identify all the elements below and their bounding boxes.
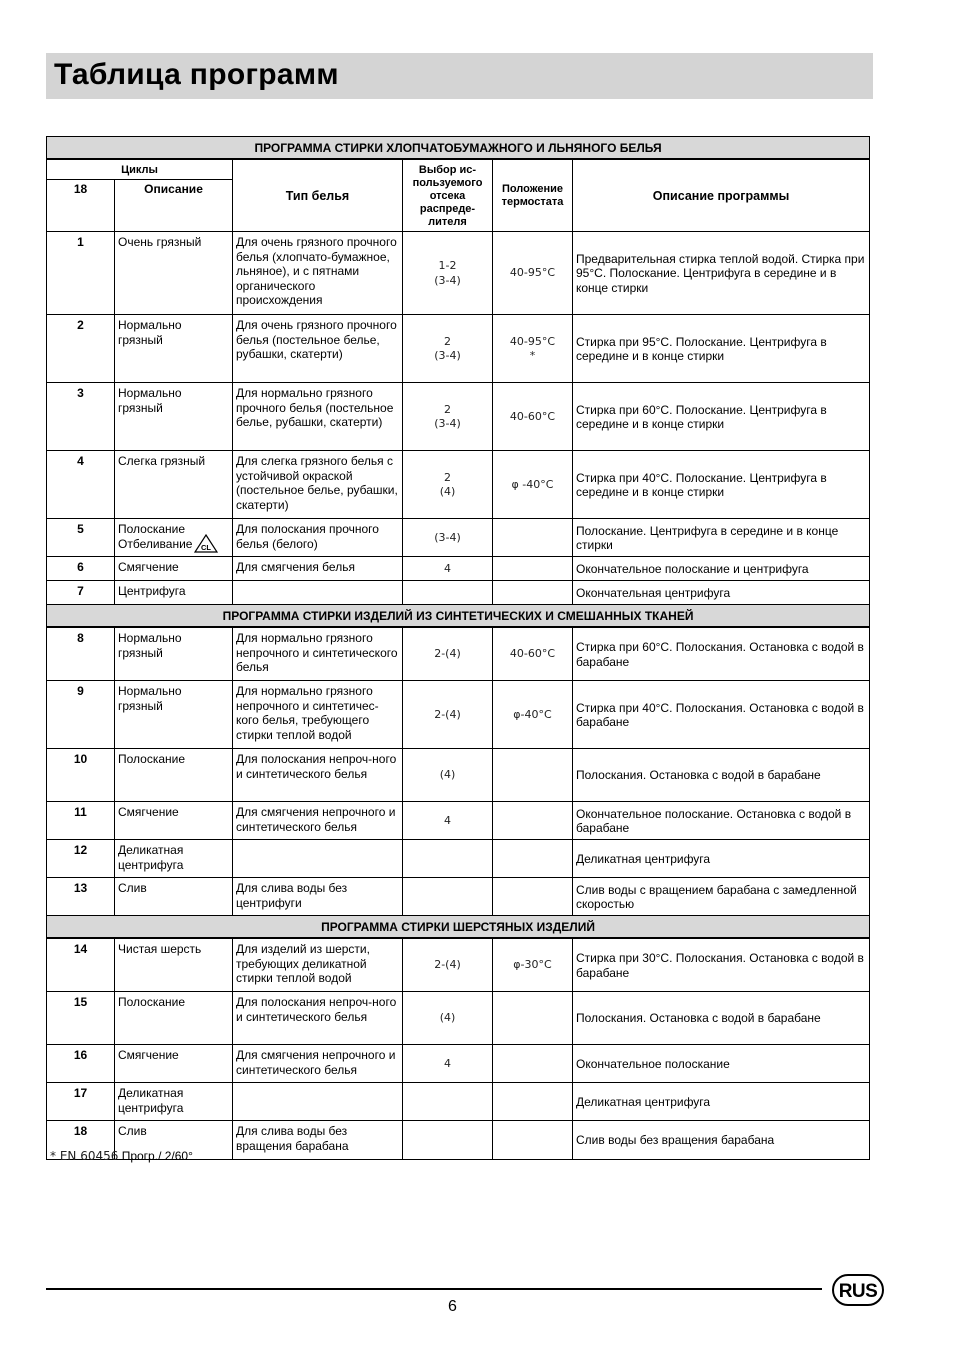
thermostat — [493, 581, 573, 605]
laundry-type: Для полоскания непроч-ного и синтетического белья — [233, 992, 403, 1045]
cycle-name — [115, 802, 233, 840]
table-row — [47, 992, 870, 1045]
laundry-type: Для смягчения белья — [233, 557, 403, 581]
cycle-name — [115, 840, 233, 878]
cycle-name — [115, 451, 233, 519]
header-cycles: Циклы — [47, 159, 233, 180]
thermostat: 40-60°C — [493, 383, 573, 451]
cycle-number: 8 — [47, 627, 115, 681]
cycle-number: 4 — [47, 451, 115, 519]
cycle-number: 6 — [47, 557, 115, 581]
table-row — [47, 878, 870, 916]
footer-divider — [46, 1288, 822, 1290]
header-program-desc: Описание программы — [573, 159, 870, 232]
laundry-type: Для смягчения непрочного и синтетического белья — [233, 802, 403, 840]
table-row — [47, 232, 870, 315]
cycle-name-text: Слегка грязный — [118, 454, 206, 468]
section-header-row — [47, 605, 870, 628]
program-description: Предварительная стирка теплой водой. Стирка при 95°С. Полоскание. Центрифуга в середине и в конце стирки — [573, 232, 870, 315]
table-row — [47, 1083, 870, 1121]
title-bar — [46, 53, 873, 99]
laundry-type: Для слегка грязного белья с устойчивой окраской (постельное белье, рубашки, скатерти) — [233, 451, 403, 519]
cycle-name-text: Смягчение — [118, 805, 179, 819]
cycle-number: 3 — [47, 383, 115, 451]
table-row — [47, 519, 870, 557]
table-row — [47, 581, 870, 605]
laundry-type: Для смягчения непрочного и синтетического белья — [233, 1045, 403, 1083]
table-row — [47, 802, 870, 840]
compartment: (3-4) — [403, 519, 493, 557]
cycle-number: 17 — [47, 1083, 115, 1121]
header-type: Тип белья — [233, 159, 403, 232]
cycle-number: 13 — [47, 878, 115, 916]
cycle-name — [115, 519, 233, 557]
cycle-name-text: Чистая шерсть — [118, 942, 202, 956]
program-description: Окончательная центрифуга — [573, 581, 870, 605]
cycle-name-text: Полоскание — [118, 752, 186, 766]
program-description: Полоскание. Центрифуга в середине и в конце стирки — [573, 519, 870, 557]
table-row — [47, 749, 870, 802]
thermostat — [493, 1121, 573, 1160]
table-row — [47, 840, 870, 878]
cycle-name-text: Нормально грязный — [118, 386, 182, 415]
compartment — [403, 581, 493, 605]
thermostat — [493, 749, 573, 802]
table-row — [47, 627, 870, 681]
laundry-type — [233, 1083, 403, 1121]
laundry-type: Для полоскания прочного белья (белого) — [233, 519, 403, 557]
program-description: Окончательное полоскание и центрифуга — [573, 557, 870, 581]
cycle-number: 14 — [47, 938, 115, 992]
section-title: ПРОГРАММА СТИРКИ ХЛОПЧАТОБУМАЖНОГО И ЛЬНЯНОГО БЕЛЬЯ — [47, 137, 870, 160]
laundry-type: Для слива воды без центрифуги — [233, 878, 403, 916]
cycle-number: 11 — [47, 802, 115, 840]
footnote — [50, 1149, 193, 1163]
cycle-number: 5 — [47, 519, 115, 557]
laundry-type: Для очень грязного прочного белья (постельное белье, рубашки, скатерти) — [233, 315, 403, 383]
cycle-name — [115, 938, 233, 992]
laundry-type: Для изделий из шерсти, требующих деликатной стирки теплой водой — [233, 938, 403, 992]
laundry-type: Для полоскания непроч-ного и синтетического белья — [233, 749, 403, 802]
cycle-name — [115, 581, 233, 605]
compartment — [403, 878, 493, 916]
compartment: 4 — [403, 557, 493, 581]
cl-bleach-icon — [194, 537, 216, 551]
svg-text:CL: CL — [201, 543, 212, 553]
laundry-type: Для нормально грязного прочного белья (постельное белье, рубашки, скатерти) — [233, 383, 403, 451]
laundry-type: Для очень грязного прочного белья (хлопчато-бумажное, льняное), и с пятнами органического происхождения — [233, 232, 403, 315]
cycle-name — [115, 1083, 233, 1121]
cycle-name-text: Слив — [118, 1124, 147, 1138]
cycle-name — [115, 627, 233, 681]
page-number: 6 — [448, 1298, 457, 1315]
compartment — [403, 1121, 493, 1160]
cycle-name-text: Нормально грязный — [118, 684, 182, 713]
section-title: ПРОГРАММА СТИРКИ ИЗДЕЛИЙ ИЗ СИНТЕТИЧЕСКИХ И СМЕШАННЫХ ТКАНЕЙ — [47, 605, 870, 628]
thermostat — [493, 1045, 573, 1083]
program-description: Слив воды с вращением барабана с замедленной скоростью — [573, 878, 870, 916]
compartment: (4) — [403, 992, 493, 1045]
page-title: Таблица программ — [54, 58, 339, 91]
thermostat: 40-95°C * — [493, 315, 573, 383]
cycle-name-text: Нормально грязный — [118, 318, 182, 347]
compartment: 2-(4) — [403, 938, 493, 992]
table-row — [47, 315, 870, 383]
cycle-number: 1 — [47, 232, 115, 315]
cycle-number: 18 — [47, 1121, 115, 1160]
program-description: Деликатная центрифуга — [573, 840, 870, 878]
thermostat: 40-60°C — [493, 627, 573, 681]
cycle-name — [115, 1045, 233, 1083]
cycle-name-text: Полоскание — [118, 995, 186, 1009]
compartment — [403, 1083, 493, 1121]
cycle-name-text: Нормально грязный — [118, 631, 182, 660]
laundry-type: Для нормально грязного непрочного и синтетического белья — [233, 627, 403, 681]
language-badge: RUS — [832, 1274, 884, 1306]
program-description: Деликатная центрифуга — [573, 1083, 870, 1121]
cycle-number: 9 — [47, 681, 115, 749]
compartment: 2-(4) — [403, 627, 493, 681]
program-table — [46, 136, 870, 1160]
table-header-row — [47, 159, 870, 180]
cycle-name-text: Деликатная центрифуга — [118, 843, 184, 872]
thermostat — [493, 992, 573, 1045]
thermostat — [493, 1083, 573, 1121]
thermostat — [493, 840, 573, 878]
thermostat: φ-40°C — [493, 681, 573, 749]
cycle-number: 2 — [47, 315, 115, 383]
footnote-standard: * EN 60456 — [50, 1149, 119, 1163]
laundry-type — [233, 840, 403, 878]
footnote-program: Прогр./ 2/60° — [118, 1149, 193, 1163]
program-description: Стирка при 40°С. Полоскания. Остановка с водой в барабане — [573, 681, 870, 749]
header-desc: Описание — [115, 180, 233, 232]
program-description: Стирка при 40°С. Полоскание. Центрифуга в середине и в конце стирки — [573, 451, 870, 519]
section-header-row — [47, 137, 870, 160]
cycle-name-text: Слив — [118, 881, 147, 895]
cycle-name — [115, 383, 233, 451]
compartment: 4 — [403, 802, 493, 840]
compartment: 4 — [403, 1045, 493, 1083]
table-row — [47, 383, 870, 451]
table-row — [47, 557, 870, 581]
program-description: Окончательное полоскание — [573, 1045, 870, 1083]
compartment: 2 (4) — [403, 451, 493, 519]
cycle-number: 7 — [47, 581, 115, 605]
thermostat — [493, 878, 573, 916]
laundry-type: Для нормально грязного непрочного и синтетичес-кого белья, требующего стирки теплой водой — [233, 681, 403, 749]
thermostat: 40-95°C — [493, 232, 573, 315]
compartment — [403, 840, 493, 878]
cycle-name — [115, 232, 233, 315]
cycle-number: 15 — [47, 992, 115, 1045]
program-description: Полоскания. Остановка с водой в барабане — [573, 749, 870, 802]
cycle-name — [115, 557, 233, 581]
program-description: Окончательное полоскание. Остановка с водой в барабане — [573, 802, 870, 840]
compartment: 1-2 (3-4) — [403, 232, 493, 315]
header-num: 18 — [47, 180, 115, 232]
cycle-number: 10 — [47, 749, 115, 802]
compartment: (4) — [403, 749, 493, 802]
cycle-name — [115, 878, 233, 916]
table-row — [47, 451, 870, 519]
laundry-type — [233, 581, 403, 605]
table-row — [47, 938, 870, 992]
thermostat — [493, 557, 573, 581]
cycle-name-text: Деликатная центрифуга — [118, 1086, 184, 1115]
thermostat — [493, 802, 573, 840]
cycle-name — [115, 992, 233, 1045]
table-row — [47, 681, 870, 749]
compartment: 2-(4) — [403, 681, 493, 749]
thermostat: φ -40°C — [493, 451, 573, 519]
thermostat — [493, 519, 573, 557]
program-description: Стирка при 30°С. Полоскания. Остановка с водой в барабане — [573, 938, 870, 992]
cycle-name — [115, 681, 233, 749]
program-description: Слив воды без вращения барабана — [573, 1121, 870, 1160]
header-compartment: Выбор ис-пользуемого отсека распреде-лителя — [403, 159, 493, 232]
cycle-name-text: Смягчение — [118, 1048, 179, 1062]
table-row — [47, 1045, 870, 1083]
section-title: ПРОГРАММА СТИРКИ ШЕРСТЯНЫХ ИЗДЕЛИЙ — [47, 916, 870, 939]
program-description: Стирка при 60°С. Полоскания. Остановка с водой в барабане — [573, 627, 870, 681]
cycle-number: 12 — [47, 840, 115, 878]
thermostat: φ-30°C — [493, 938, 573, 992]
header-thermostat: Положение термостата — [493, 159, 573, 232]
cycle-name-text: Центрифуга — [118, 584, 186, 598]
cycle-number: 16 — [47, 1045, 115, 1083]
program-description: Стирка при 95°С. Полоскание. Центрифуга в середине и в конце стирки — [573, 315, 870, 383]
cycle-name-text: Смягчение — [118, 560, 179, 574]
compartment: 2 (3-4) — [403, 315, 493, 383]
cycle-name-text: Полоскание Отбеливание — [118, 522, 193, 551]
section-header-row — [47, 916, 870, 939]
compartment: 2 (3-4) — [403, 383, 493, 451]
laundry-type: Для слива воды без вращения барабана — [233, 1121, 403, 1160]
cycle-name-text: Очень грязный — [118, 235, 202, 249]
program-description: Стирка при 60°С. Полоскание. Центрифуга в середине и в конце стирки — [573, 383, 870, 451]
cycle-name — [115, 315, 233, 383]
program-description: Полоскания. Остановка с водой в барабане — [573, 992, 870, 1045]
cycle-name — [115, 749, 233, 802]
